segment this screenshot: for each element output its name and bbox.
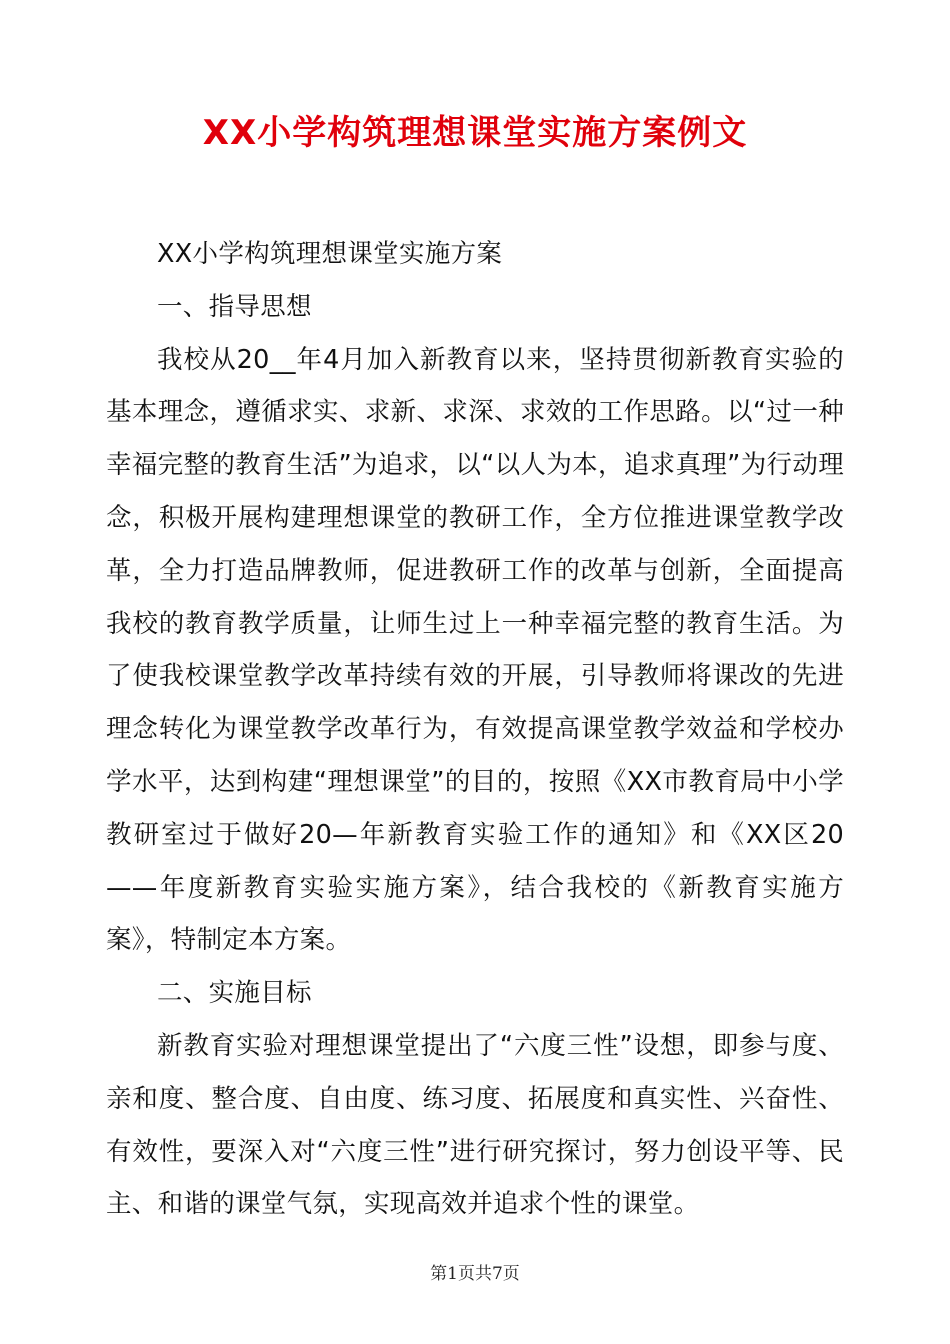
paragraph-goals: 新教育实验对理想课堂提出了“六度三性”设想，即参与度、亲和度、整合度、自由度、练习度、拓展度和真实性、兴奋性、有效性，要深入对“六度三性”进行研究探讨，努力创设平等、民主、和谐的课堂气氛，实现高效并追求个性的课堂。 xyxy=(106,1030,844,1220)
plan-heading: XX小学构筑理想课堂实施方案 xyxy=(157,239,503,269)
document-body xyxy=(106,228,844,1231)
paragraph-guiding-idea: 我校从20__年4月加入新教育以来，坚持贯彻新教育实验的基本理念，遵循求实、求新、求深、求效的工作思路。以“过一种幸福完整的教育生活”为追求，以“以人为本，追求真理”为行动理念，积极开展构建理想课堂的教研工作，全方位推进课堂教学改革，全力打造品牌教师，促进教研工作的改革与创新，全面提高我校的教育教学质量，让师生过上一种幸福完整的教育生活。为了使我校课堂教学改革持续有效的开展，引导教师将课改的先进理念转化为课堂教学改革行为，有效提高课堂教学效益和学校办学水平，达到构建“理想课堂”的目的，按照《XX市教育局中小学教研室过于做好20—年新教育实验工作的通知》和《XX区20——年度新教育实验实施方案》，结合我校的《新教育实施方案》，特制定本方案。 xyxy=(106,344,844,956)
section-heading-guiding-idea: 一、指导思想 xyxy=(157,291,312,322)
section-heading-goals: 二、实施目标 xyxy=(157,978,312,1009)
page-number: 第1页共7页 xyxy=(430,1264,520,1284)
document-title: XX小学构筑理想课堂实施方案例文 xyxy=(202,113,748,153)
